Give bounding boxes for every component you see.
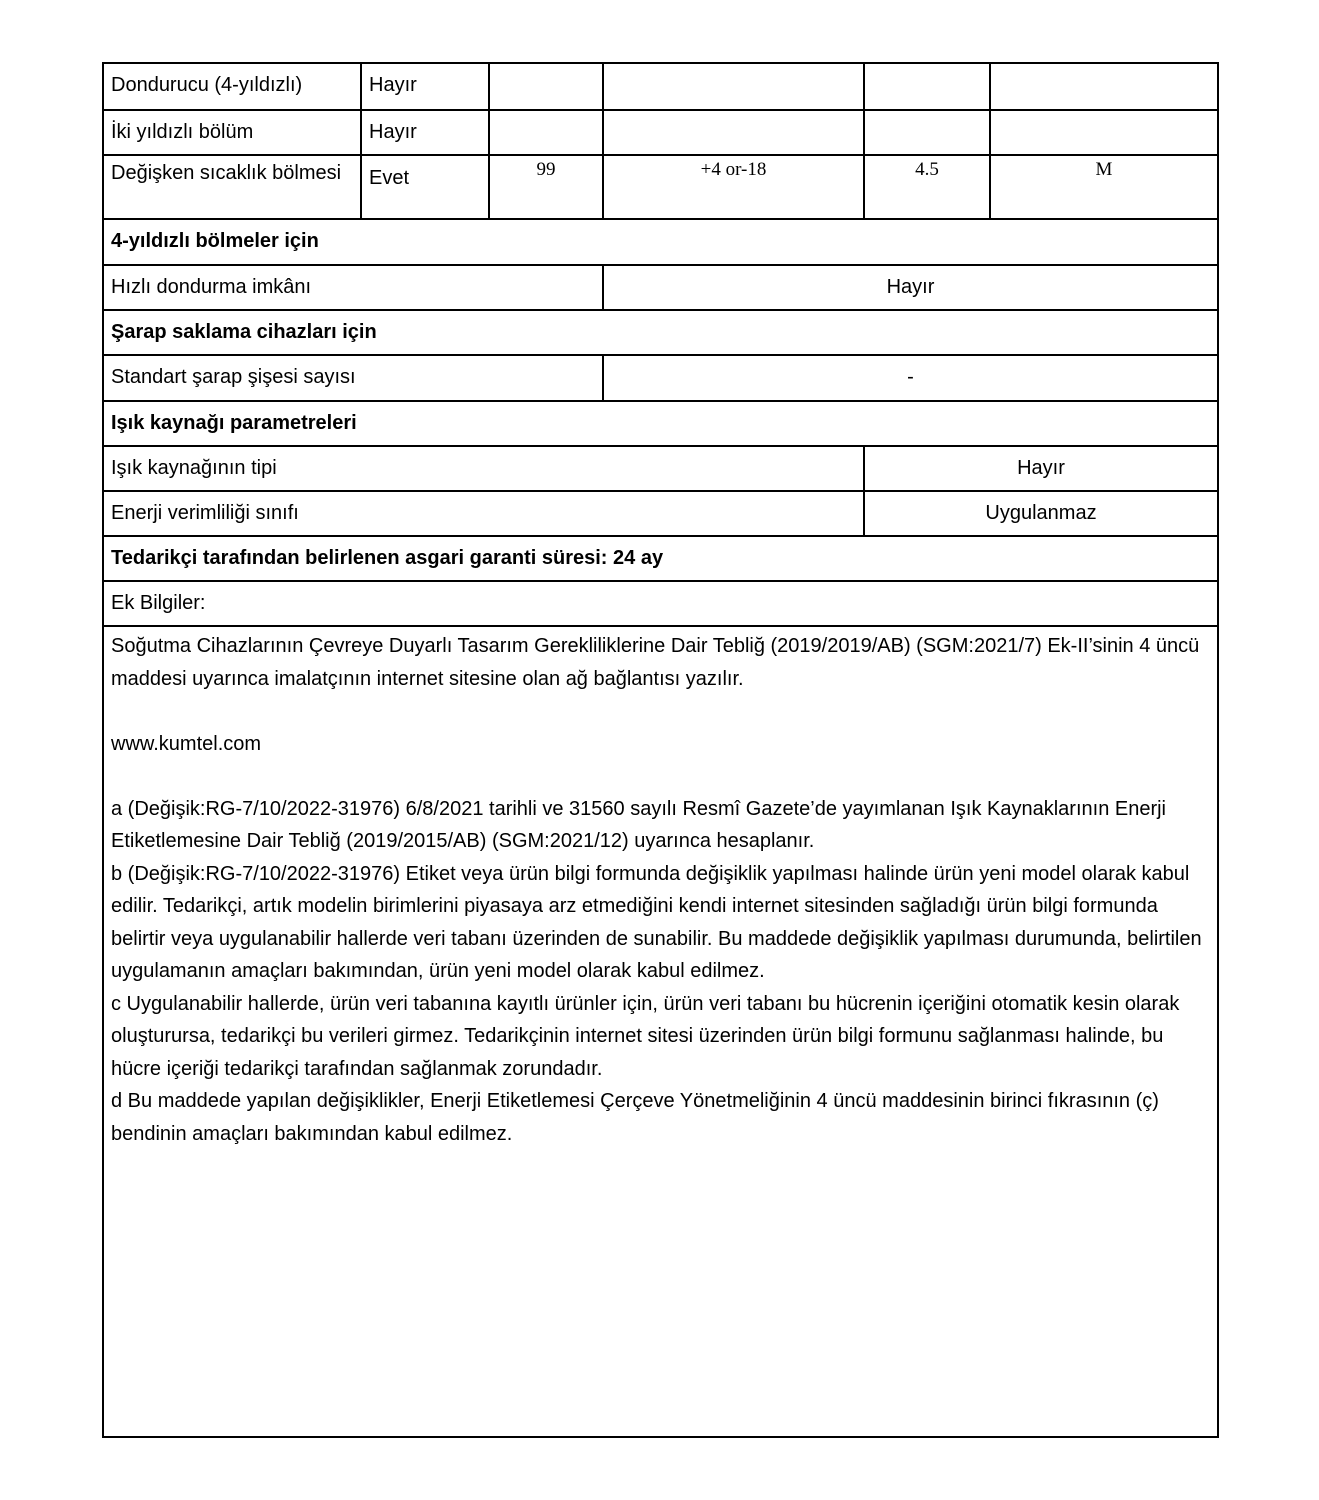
footnote-c: c Uygulanabilir hallerde, ürün veri tabanına kayıtlı ürünler için, ürün veri tabanı bu hücrenin içeriğini otomatik kesin olarak oluşturursa, tedarikçi bu verileri girmez. Tedarikçinin internet sitesi üzerinden ürün bilgi formunu sağlanması halinde, bu hücre içeriği tedarikçi tarafından sağlanmak zorundadır.	[111, 992, 1180, 1080]
fast-freeze-label: Hızlı dondurma imkânı	[104, 266, 604, 309]
compartment-present: Evet	[362, 156, 490, 218]
notes-block	[104, 627, 1217, 1436]
compartment-ambient	[865, 64, 991, 109]
compartment-class	[991, 111, 1217, 154]
light-heading: Işık kaynağı parametreleri	[111, 412, 357, 434]
compartment-volume	[490, 111, 604, 154]
compartment-class	[991, 64, 1217, 109]
extra-info-row	[104, 582, 1217, 627]
wine-bottles-label: Standart şarap şişesi sayısı	[104, 356, 604, 400]
compartment-class: M	[1095, 159, 1113, 180]
compartment-row-variable	[104, 156, 1217, 220]
warranty-row	[104, 537, 1217, 582]
compartment-temperature: +4 or-18	[604, 156, 865, 218]
wine-section	[104, 311, 1217, 356]
wine-bottles-row	[104, 356, 1217, 402]
product-info-table	[102, 62, 1219, 1438]
compartment-present: Hayır	[362, 111, 490, 154]
wine-bottles-value: -	[907, 366, 914, 388]
compartment-temperature	[604, 64, 865, 109]
light-class-label: Enerji verimliliği sınıfı	[104, 492, 865, 535]
light-type-row	[104, 447, 1217, 492]
compartment-name: Değişken sıcaklık bölmesi	[104, 156, 362, 218]
fast-freeze-value: Hayır	[886, 276, 935, 298]
four-star-heading: 4-yıldızlı bölmeler için	[111, 230, 319, 252]
compartment-ambient: 4.5	[865, 156, 991, 218]
compartment-row-two-star	[104, 111, 1217, 156]
footnote-a: a (Değişik:RG-7/10/2022-31976) 6/8/2021 tarihli ve 31560 sayılı Resmî Gazete’de yayımlanan Işık Kaynaklarının Enerji Etiketlemesine Dair Tebliğ (2019/2015/AB) (SGM:2021/12) uyarınca hesaplanır.	[111, 797, 1166, 852]
light-section	[104, 402, 1217, 447]
compartment-ambient	[865, 111, 991, 154]
compartment-volume	[490, 64, 604, 109]
wine-heading: Şarap saklama cihazları için	[111, 321, 377, 343]
compartment-name: İki yıldızlı bölüm	[104, 111, 362, 154]
four-star-section	[104, 220, 1217, 266]
compartment-name: Dondurucu (4-yıldızlı)	[104, 64, 362, 109]
light-class-value: Uygulanmaz	[985, 502, 1097, 524]
compartment-row-freezer	[104, 64, 1217, 111]
compartment-temperature	[604, 111, 865, 154]
manufacturer-website: www.kumtel.com	[111, 732, 262, 755]
fast-freeze-row	[104, 266, 1217, 311]
footnote-b: b (Değişik:RG-7/10/2022-31976) Etiket veya ürün bilgi formunda değişiklik yapılması halinde ürün yeni model olarak kabul edilir. Tedarikçi, artık modelin birimlerini piyasaya arz etmediğini kendi internet sitesinden sağladığı ürün bilgi formunda belirtir veya uygulanabilir hallerde veri tabanı üzerinden de sunabilir. Bu maddede değişiklik yapılması durumunda, belirtilen uygulamanın amaçları bakımından, ürün yeni model olarak kabul edilmez.	[111, 862, 1202, 982]
light-type-value: Hayır	[1017, 457, 1065, 479]
compartment-volume: 99	[490, 156, 604, 218]
compartment-present: Hayır	[362, 64, 490, 109]
light-type-label: Işık kaynağının tipi	[104, 447, 865, 490]
footnote-d: d Bu maddede yapılan değişiklikler, Enerji Etiketlemesi Çerçeve Yönetmeliğinin 4 üncü maddesinin birinci fıkrasının (ç) bendinin amaçları bakımından kabul edilmez.	[111, 1090, 1159, 1145]
notes-intro: Soğutma Cihazlarının Çevreye Duyarlı Tasarım Gerekliliklerine Dair Tebliğ (2019/2019/AB) (SGM:2021/7) Ek-II’sinin 4 üncü maddesi uyarınca imalatçının internet sitesine olan ağ bağlantısı yazılır.	[111, 635, 1200, 690]
extra-info-heading: Ek Bilgiler:	[111, 592, 206, 614]
warranty-text: Tedarikçi tarafından belirlenen asgari garanti süresi: 24 ay	[111, 547, 664, 569]
light-class-row	[104, 492, 1217, 537]
